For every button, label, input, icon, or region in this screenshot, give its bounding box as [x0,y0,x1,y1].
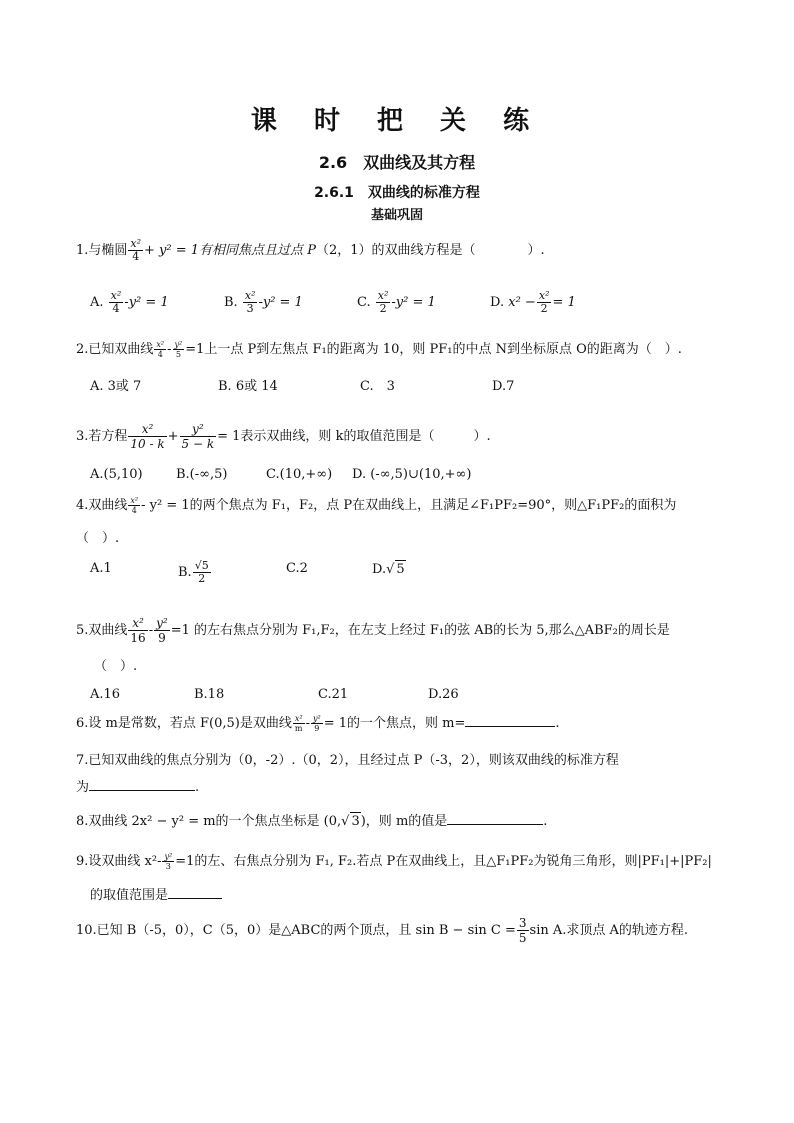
page-title: 课 时 把 关 练 [250,106,544,136]
q2-option-c: C. 3 [360,379,395,394]
q5-option-b: B.18 [194,687,225,702]
q3-option-c: C.(10,+∞) [266,467,333,482]
question-2: 2.已知双曲线 $\frac{\text{x²}}{4}$ - $\frac{\text{y²}}{5}$ =1上一点 P到左焦点 F₁的距离为 10，则 PF₁的中点 N到坐标原点 O的距离为（ ）. [76,340,682,359]
q3-option-d: D. (-∞,5)∪(10,+∞) [352,467,472,482]
q2-option-b: B. 6或 14 [218,379,278,394]
question-1: 1.与椭圆 $\frac{\text{x²}}{4}$ + y² = 1有相同焦点且过点 P（2，1）的双曲线方程是（ ）. [76,237,545,263]
q5-option-a: A.16 [90,687,121,702]
q1-option-a: A. $\frac{\text{x²}}{4}$ -y² = 1 [90,289,169,315]
q4-option-d: D.√ 5 [372,562,405,577]
q1-option-d: D. x² − $\frac{\text{x²}}{2}$ = 1 [490,289,576,315]
answer-blank[interactable] [168,886,222,899]
question-5-cont: （ ）. [94,659,138,674]
answer-blank[interactable] [447,812,543,825]
question-7: 7.已知双曲线的焦点分别为（0，-2）.（0，2），且经过点 P（-3，2），则该双曲线的标准方程 [76,753,619,768]
q4-option-c: C.2 [286,561,308,576]
q2-option-a: A. 3或 7 [90,379,142,394]
q4-option-a: A.1 [90,561,112,576]
question-10: 10.已知 B（-5，0），C（5，0）是△ABC的两个顶点，且 sin B − sin C = $\frac{3}{5}$ sin A.求顶点 A的轨迹方程. [76,916,689,945]
question-8: 8.双曲线 2x² − y² = m的一个焦点坐标是 (0,√ 3)，则 m的值是 . [76,814,548,829]
q5-option-d: D.26 [428,687,459,702]
subsection-title: 2.6.1 双曲线的标准方程 [314,185,480,201]
question-5: 5.双曲线 $\frac{\text{x²}}{16}$ - $\frac{\text{y²}}{9}$ =1 的左右焦点分别为 F₁,F₂，在左支上经过 F₁的弦 AB的长为 5,那么△ABF₂的周长是 [76,616,670,645]
question-6: 6.设 m是常数，若点 F(0,5)是双曲线 $\frac{\text{x²}}{m}$ - $\frac{\text{y²}}{9}$ = 1的一个焦点，则 m= . [76,714,560,733]
answer-blank[interactable] [465,714,555,727]
question-4: 4.双曲线 $\frac{\text{x²}}{4}$ - y² = 1的两个焦点为 F₁，F₂，点 P在双曲线上，且满足∠F₁PF₂=90°，则△F₁PF₂的面积为 [76,496,677,515]
section-tag: 基础巩固 [370,208,423,223]
answer-blank[interactable] [89,778,195,791]
q2-option-d: D.7 [492,379,515,394]
question-9: 9.设双曲线 x²- $\frac{\text{y²}}{3}$ =1的左、右焦点分别为 F₁, F₂.若点 P在双曲线上，且△F₁PF₂为锐角三角形，则|PF₁|+|PF₂| [76,852,712,871]
q3-option-b: B.(-∞,5) [176,467,228,482]
question-4-cont: （ ）. [76,531,120,546]
q1-option-b: B. $\frac{\text{x²}}{3}$ -y² = 1 [224,289,303,315]
q3-option-a: A.(5,10) [90,467,143,482]
q4-option-b: B. $\frac{√5}{2}$ [178,559,209,585]
section-title: 2.6 双曲线及其方程 [318,153,476,172]
fraction: $\frac{\text{x²}}{4}$ [130,237,142,263]
question-3: 3.若方程 $\frac{\text{x²}}{10 - k}$ + $\frac{\text{y²}}{5 - k}$ = 1表示双曲线，则 k的取值范围是（ ）. [76,422,491,451]
q1-option-c: C. $\frac{\text{x²}}{2}$ -y² = 1 [357,289,436,315]
question-7-cont: 为 . [76,780,200,795]
q5-option-c: C.21 [318,687,349,702]
question-9-cont: 的取值范围是 [90,886,222,905]
